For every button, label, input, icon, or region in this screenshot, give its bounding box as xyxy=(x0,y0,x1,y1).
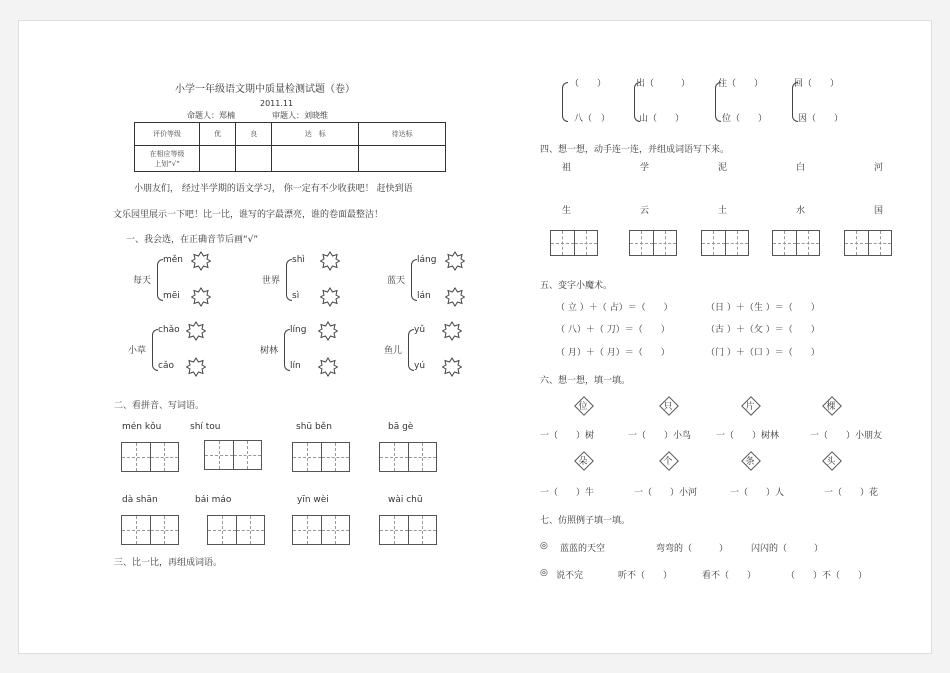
eval-header: 优 xyxy=(200,123,236,146)
intro-line1: 小朋友们， 经过半学期的语文学习， 你一定有不少收获吧！ 赶快到语 xyxy=(134,184,413,194)
measure-word-diamond: 位 xyxy=(575,397,591,413)
answer-star-icon[interactable] xyxy=(320,251,340,275)
writing-grid[interactable] xyxy=(292,442,350,472)
bullet: ◎ xyxy=(540,541,548,551)
pinyin-choice-group xyxy=(262,253,352,309)
word-label: 小草 xyxy=(128,346,147,356)
measure-word-diamond: 朵 xyxy=(575,452,591,468)
measure-word-diamond: 个 xyxy=(660,452,676,468)
word-label: 树林 xyxy=(260,346,279,356)
word-label: 每天 xyxy=(133,276,152,286)
compare-blank[interactable]: （ ） xyxy=(570,79,607,89)
evaluation-table xyxy=(134,122,446,172)
answer-star-icon[interactable] xyxy=(445,251,465,275)
magic-equation[interactable]: （古 ）＋（攵 ）＝（ ） xyxy=(706,325,820,335)
writing-grid[interactable] xyxy=(629,230,677,256)
writing-grid[interactable] xyxy=(550,230,598,256)
eval-header: 良 xyxy=(236,123,272,146)
connect-char[interactable]: 白 xyxy=(796,163,806,173)
answer-star-icon[interactable] xyxy=(320,287,340,311)
fill-blank[interactable]: 一（ ）小朋友 xyxy=(810,431,883,441)
fill-blank[interactable]: 一（ ）树林 xyxy=(716,431,780,441)
intro-line2: 文乐园里展示一下吧！比一比，谁写的字最漂亮，谁的卷面最整洁！ xyxy=(113,210,384,220)
magic-equation[interactable]: （日 ）＋（生 ）＝（ ） xyxy=(706,303,820,313)
author-label: 命题人：郑楠 xyxy=(187,111,235,120)
pinyin-label: yīn wèi xyxy=(297,495,329,505)
writing-grid[interactable] xyxy=(379,442,437,472)
word-label: 鱼儿 xyxy=(384,346,403,356)
pinyin-choice-group xyxy=(128,323,218,379)
writing-grid[interactable] xyxy=(204,440,262,470)
section3-title: 三、比一比，再组成词语。 xyxy=(114,558,223,568)
exam-title: 小学一年级语文期中质量检测试题（卷） xyxy=(175,84,355,95)
pinyin-option: lán xyxy=(417,291,431,301)
section4-title: 四、想一想，动手连一连，并组成词语写下来。 xyxy=(540,145,730,155)
pinyin-option: mēi xyxy=(163,291,180,301)
connect-char[interactable]: 河 xyxy=(874,163,884,173)
compare-blank[interactable]: 回（ ） xyxy=(794,79,840,89)
answer-star-icon[interactable] xyxy=(445,287,465,311)
pinyin-choice-group xyxy=(384,323,474,379)
pinyin-label: bā gè xyxy=(388,422,414,432)
measure-word-diamond: 棵 xyxy=(823,397,839,413)
pinyin-label: bái máo xyxy=(195,495,232,505)
compare-blank[interactable]: 位（ ） xyxy=(722,114,768,124)
pinyin-choice-group xyxy=(133,253,223,309)
section7-title: 七、仿照例子填一填。 xyxy=(540,516,631,526)
word-label: 蓝天 xyxy=(387,276,406,286)
writing-grid[interactable] xyxy=(292,515,350,545)
answer-star-icon[interactable] xyxy=(191,251,211,275)
example-text: 蓝蓝的天空 xyxy=(560,544,606,554)
fill-blank[interactable]: 听不（ ） xyxy=(618,571,673,581)
pinyin-label: mén kǒu xyxy=(122,422,162,432)
pinyin-option: chǎo xyxy=(158,325,180,335)
compare-blank[interactable]: 出（ ） xyxy=(636,79,691,89)
eval-cell[interactable] xyxy=(200,146,236,172)
connect-char[interactable]: 国 xyxy=(874,206,884,216)
connect-char[interactable]: 学 xyxy=(640,163,650,173)
writing-grid[interactable] xyxy=(121,515,179,545)
answer-star-icon[interactable] xyxy=(318,321,338,345)
pinyin-choice-group xyxy=(260,323,350,379)
compare-blank[interactable]: 八（ ） xyxy=(574,114,611,124)
eval-cell[interactable] xyxy=(272,146,359,172)
pinyin-label: dà shān xyxy=(122,495,158,505)
eval-header: 待达标 xyxy=(359,123,446,146)
pinyin-option: láng xyxy=(417,255,437,265)
answer-star-icon[interactable] xyxy=(318,357,338,381)
example-text: 说不完 xyxy=(556,571,584,581)
fill-blank[interactable]: 一（ ）人 xyxy=(730,488,785,498)
writing-grid[interactable] xyxy=(207,515,265,545)
measure-word-diamond: 条 xyxy=(742,452,758,468)
connect-char[interactable]: 祖 xyxy=(562,163,572,173)
eval-cell[interactable] xyxy=(236,146,272,172)
writing-grid[interactable] xyxy=(772,230,820,256)
pinyin-label: shū běn xyxy=(296,422,332,432)
eval-header: 达 标 xyxy=(272,123,359,146)
bullet: ◎ xyxy=(540,568,548,578)
pinyin-option: měn xyxy=(163,255,184,265)
pinyin-option: lín xyxy=(290,361,301,371)
brace xyxy=(562,82,568,122)
connect-char[interactable]: 云 xyxy=(640,206,650,216)
pinyin-option: cǎo xyxy=(158,361,174,371)
pinyin-choice-group xyxy=(387,253,477,309)
fill-blank[interactable]: 看不（ ） xyxy=(702,571,757,581)
pinyin-option: yú xyxy=(414,361,426,371)
answer-star-icon[interactable] xyxy=(191,287,211,311)
answer-star-icon[interactable] xyxy=(442,321,462,345)
magic-equation[interactable]: （ 月）＋（ 月）＝（ ） xyxy=(556,348,670,358)
measure-word-diamond: 只 xyxy=(660,397,676,413)
compare-blank[interactable]: 因（ ） xyxy=(798,114,844,124)
word-label: 世界 xyxy=(262,276,281,286)
fill-blank[interactable]: 一（ ）牛 xyxy=(540,488,595,498)
compare-blank[interactable]: 山（ ） xyxy=(639,114,685,124)
measure-word-diamond: 片 xyxy=(742,397,758,413)
fill-blank[interactable]: 一（ ）花 xyxy=(824,488,879,498)
measure-word-diamond: 头 xyxy=(823,452,839,468)
fill-blank[interactable]: （ ）不（ ） xyxy=(786,571,868,581)
compare-blank[interactable]: 住（ ） xyxy=(718,79,764,89)
section5-title: 五、变字小魔术。 xyxy=(540,281,613,291)
writing-grid[interactable] xyxy=(379,515,437,545)
pinyin-option: sì xyxy=(292,291,300,301)
connect-char[interactable]: 水 xyxy=(796,206,806,216)
answer-star-icon[interactable] xyxy=(186,357,206,381)
magic-equation[interactable]: （ 八）＋（ 刀）＝（ ） xyxy=(556,325,670,335)
writing-grid[interactable] xyxy=(701,230,749,256)
connect-char[interactable]: 生 xyxy=(562,206,572,216)
fill-blank[interactable]: 一（ ）小河 xyxy=(634,488,698,498)
fill-blank[interactable]: 弯弯的（ ） xyxy=(656,544,729,554)
section6-title: 六、想一想，填一填。 xyxy=(540,376,631,386)
writing-grid[interactable] xyxy=(844,230,892,256)
magic-equation[interactable]: （门 ）＋（口 ）＝（ ） xyxy=(706,348,820,358)
exam-date: 2011.11 xyxy=(260,99,294,108)
writing-grid[interactable] xyxy=(121,442,179,472)
pinyin-option: shì xyxy=(292,255,305,265)
eval-cell[interactable] xyxy=(359,146,446,172)
eval-header: 评价等级 xyxy=(135,123,200,146)
fill-blank[interactable]: 一（ ）小鸟 xyxy=(628,431,692,441)
fill-blank[interactable]: 一（ ）树 xyxy=(540,431,595,441)
pinyin-option: líng xyxy=(290,325,307,335)
answer-star-icon[interactable] xyxy=(442,357,462,381)
answer-star-icon[interactable] xyxy=(186,321,206,345)
section2-title: 二、看拼音、写词语。 xyxy=(114,401,205,411)
fill-blank[interactable]: 闪闪的（ ） xyxy=(751,544,824,554)
pinyin-option: yǔ xyxy=(414,325,426,335)
eval-row-label: 在相应等级 上划“√” xyxy=(135,146,200,172)
pinyin-label: wài chū xyxy=(388,495,423,505)
reviewer-label: 审题人：刘晓维 xyxy=(272,111,328,120)
pinyin-label: shí tou xyxy=(190,422,221,432)
magic-equation[interactable]: （ 立 ）＋（ 占）＝（ ） xyxy=(556,303,673,313)
connect-char[interactable]: 泥 xyxy=(718,163,728,173)
connect-char[interactable]: 土 xyxy=(718,206,728,216)
section1-title: 一、我会选，在正确音节后画“√” xyxy=(126,235,259,245)
